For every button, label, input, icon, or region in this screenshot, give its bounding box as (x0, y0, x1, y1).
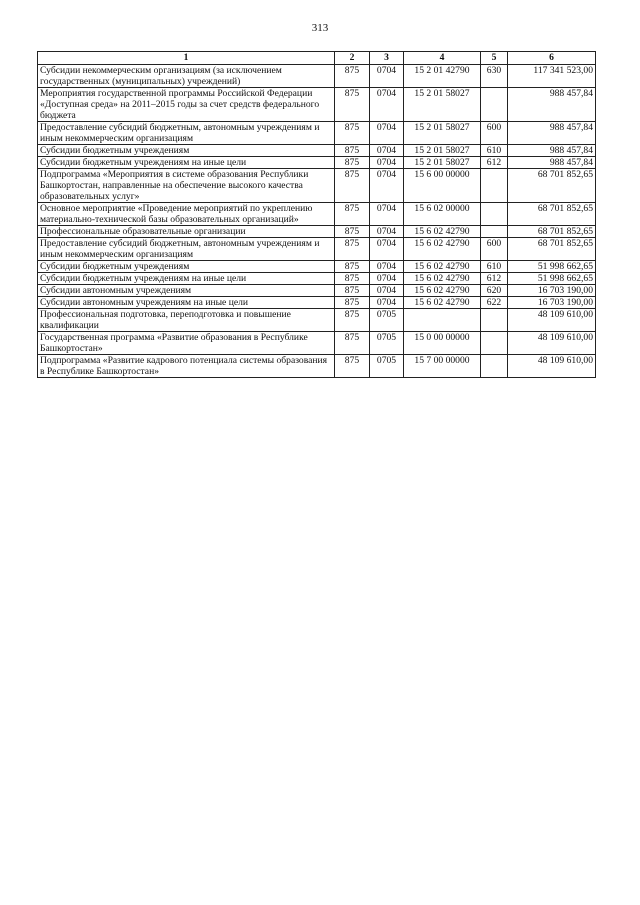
amount: 48 109 610,00 (508, 355, 596, 378)
column-header: 5 (481, 52, 508, 65)
target-article: 15 6 02 42790 (404, 261, 481, 273)
expense-type: 600 (481, 122, 508, 145)
expense-type (481, 169, 508, 203)
amount: 68 701 852,65 (508, 226, 596, 238)
table-row (38, 88, 596, 122)
table-row (38, 309, 596, 332)
row-description: Субсидии бюджетным учреждениям (38, 145, 335, 157)
admin-code: 875 (335, 238, 370, 261)
column-header: 6 (508, 52, 596, 65)
page-number: 313 (311, 22, 329, 34)
row-description: Предоставление субсидий бюджетным, автономным учреждениям и иным некоммерческим организациям (38, 238, 335, 261)
amount: 68 701 852,65 (508, 169, 596, 203)
column-header: 1 (38, 52, 335, 65)
row-description: Подпрограмма «Мероприятия в системе образования Республики Башкортостан, направленные на обеспечение высокого качества образовательных услуг» (38, 169, 335, 203)
admin-code: 875 (335, 297, 370, 309)
admin-code: 875 (335, 332, 370, 355)
table-body (38, 65, 596, 378)
table-row (38, 122, 596, 145)
admin-code: 875 (335, 169, 370, 203)
target-article: 15 6 02 42790 (404, 297, 481, 309)
amount: 988 457,84 (508, 157, 596, 169)
amount: 988 457,84 (508, 122, 596, 145)
amount: 48 109 610,00 (508, 332, 596, 355)
row-description: Профессиональная подготовка, переподготовка и повышение квалификации (38, 309, 335, 332)
section-code: 0704 (370, 226, 404, 238)
admin-code: 875 (335, 273, 370, 285)
row-description: Субсидии некоммерческим организациям (за исключением государственных (муниципальных) учреждений) (38, 65, 335, 88)
column-header: 2 (335, 52, 370, 65)
admin-code: 875 (335, 261, 370, 273)
admin-code: 875 (335, 226, 370, 238)
admin-code: 875 (335, 157, 370, 169)
expense-type (481, 355, 508, 378)
target-article: 15 2 01 58027 (404, 157, 481, 169)
section-code: 0704 (370, 122, 404, 145)
target-article: 15 2 01 58027 (404, 88, 481, 122)
row-description: Подпрограмма «Развитие кадрового потенциала системы образования в Республике Башкортостан» (38, 355, 335, 378)
column-header: 4 (404, 52, 481, 65)
row-description: Основное мероприятие «Проведение мероприятий по укреплению материально-технической базы образовательных организаций» (38, 203, 335, 226)
section-code: 0704 (370, 65, 404, 88)
expense-type: 622 (481, 297, 508, 309)
table-row (38, 297, 596, 309)
table-row (38, 273, 596, 285)
table-row (38, 332, 596, 355)
section-code: 0705 (370, 309, 404, 332)
amount: 988 457,84 (508, 88, 596, 122)
row-description: Субсидии бюджетным учреждениям на иные цели (38, 157, 335, 169)
section-code: 0704 (370, 297, 404, 309)
table-header-row (38, 52, 596, 65)
target-article: 15 2 01 58027 (404, 145, 481, 157)
table-row (38, 285, 596, 297)
expense-type: 630 (481, 65, 508, 88)
target-article: 15 6 02 42790 (404, 285, 481, 297)
target-article: 15 6 02 42790 (404, 238, 481, 261)
section-code: 0705 (370, 332, 404, 355)
row-description: Субсидии автономным учреждениям на иные цели (38, 297, 335, 309)
target-article: 15 6 02 42790 (404, 226, 481, 238)
section-code: 0704 (370, 203, 404, 226)
budget-table (37, 51, 596, 378)
admin-code: 875 (335, 309, 370, 332)
table-row (38, 226, 596, 238)
section-code: 0704 (370, 169, 404, 203)
admin-code: 875 (335, 122, 370, 145)
target-article: 15 6 02 42790 (404, 273, 481, 285)
row-description: Предоставление субсидий бюджетным, автономным учреждениям и иным некоммерческим организациям (38, 122, 335, 145)
amount: 48 109 610,00 (508, 309, 596, 332)
expense-type: 620 (481, 285, 508, 297)
row-description: Профессиональные образовательные организации (38, 226, 335, 238)
amount: 16 703 190,00 (508, 285, 596, 297)
row-description: Субсидии бюджетным учреждениям (38, 261, 335, 273)
table-row (38, 65, 596, 88)
admin-code: 875 (335, 355, 370, 378)
admin-code: 875 (335, 145, 370, 157)
amount: 16 703 190,00 (508, 297, 596, 309)
target-article: 15 0 00 00000 (404, 332, 481, 355)
target-article (404, 309, 481, 332)
section-code: 0704 (370, 285, 404, 297)
expense-type: 600 (481, 238, 508, 261)
section-code: 0704 (370, 238, 404, 261)
table-row (38, 145, 596, 157)
table-row (38, 157, 596, 169)
admin-code: 875 (335, 88, 370, 122)
section-code: 0704 (370, 261, 404, 273)
table-row (38, 203, 596, 226)
expense-type (481, 203, 508, 226)
admin-code: 875 (335, 285, 370, 297)
expense-type (481, 332, 508, 355)
expense-type: 610 (481, 261, 508, 273)
section-code: 0704 (370, 145, 404, 157)
table-row (38, 355, 596, 378)
amount: 68 701 852,65 (508, 203, 596, 226)
amount: 51 998 662,65 (508, 273, 596, 285)
target-article: 15 7 00 00000 (404, 355, 481, 378)
expense-type (481, 309, 508, 332)
row-description: Мероприятия государственной программы Российской Федерации «Доступная среда» на 2011–2015 годы за счет средств федерального бюджета (38, 88, 335, 122)
expense-type: 612 (481, 273, 508, 285)
table-row (38, 238, 596, 261)
column-header: 3 (370, 52, 404, 65)
table-row (38, 169, 596, 203)
section-code: 0704 (370, 157, 404, 169)
amount: 988 457,84 (508, 145, 596, 157)
expense-type: 610 (481, 145, 508, 157)
target-article: 15 6 00 00000 (404, 169, 481, 203)
row-description: Субсидии бюджетным учреждениям на иные цели (38, 273, 335, 285)
amount: 51 998 662,65 (508, 261, 596, 273)
section-code: 0705 (370, 355, 404, 378)
row-description: Государственная программа «Развитие образования в Республике Башкортостан» (38, 332, 335, 355)
section-code: 0704 (370, 273, 404, 285)
expense-type: 612 (481, 157, 508, 169)
target-article: 15 2 01 42790 (404, 65, 481, 88)
row-description: Субсидии автономным учреждениям (38, 285, 335, 297)
expense-type (481, 226, 508, 238)
section-code: 0704 (370, 88, 404, 122)
admin-code: 875 (335, 203, 370, 226)
expense-type (481, 88, 508, 122)
amount: 68 701 852,65 (508, 238, 596, 261)
amount: 117 341 523,00 (508, 65, 596, 88)
target-article: 15 2 01 58027 (404, 122, 481, 145)
target-article: 15 6 02 00000 (404, 203, 481, 226)
admin-code: 875 (335, 65, 370, 88)
table-row (38, 261, 596, 273)
